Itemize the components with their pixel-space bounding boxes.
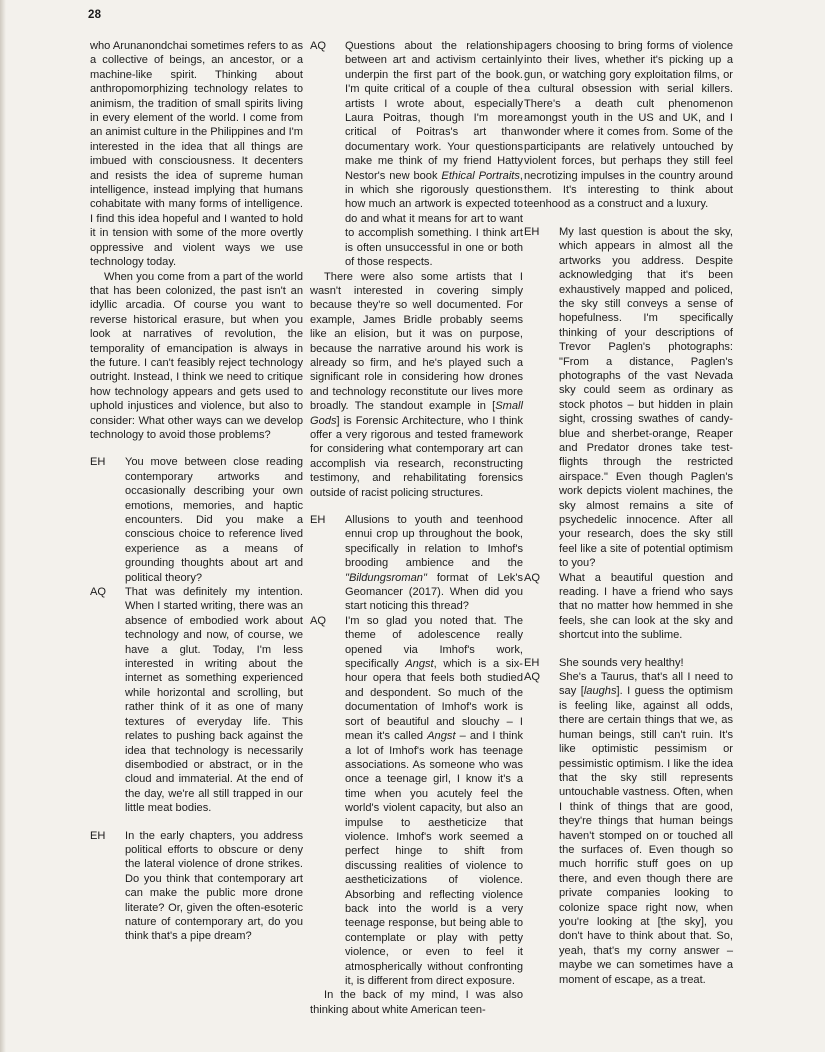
- paragraph: In the back of my mind, I was also thinking about white American teen-: [310, 989, 523, 1016]
- answer-text: Questions about the relationship between art and activism certainly underpin the first part of the book. I'm quite critical of a couple of the artists I wrote about, especially Laura Poitras, though I'm more critical of Poitras's art than documentary work. Your questions make me think of my friend Hatty Nestor's new book Ethical Portraits, in which she rigorously questions how much an artwork is expected to do and what it means for art to want to accomplish something. I think art is often unsuccessful in one or both of those respects.: [345, 40, 524, 269]
- answer-text: I'm so glad you noted that. The theme of adolescence really opened via Imhof's work, specifically Angst, which is a six-hour opera that feels both studied and despondent. So much of the documentation of Imhof's work is sort of beautiful and slouchy – I mean it's called Angst – and I think a lot of Imhof's work has teenage associations. As someone who was once a teenage girl, I know it's a time when you acutely feel the world's violent capacity, but also an impulse to aestheticize that violence. Imhof's work seemed a perfect hinge to shift from discussing realities of violence to aestheticizations of violence. Absorbing and reflecting violence back into the world is a very teenage response, but being able to contemplate or play with petty violence, or even to feel it atmospherically without confronting it, is different from direct exposure.: [345, 614, 523, 987]
- paragraph: When you come from a part of the world that has been colonized, the past isn't an idyllic arcadia. Of course you want to reverse historical erasure, but when you look at narratives of revolution, the temporality of emancipation is always in the future. I can't feasibly reject technology outright. Instead, I think we need to critique how technology appears and gets used to uphold injustices and violence, but also to consider: What other ways can we develop technology to avoid those problems?: [90, 270, 303, 441]
- speaker-label: EH: [524, 656, 540, 669]
- question-text: In the early chapters, you address political efforts to obscure or deny the lateral violence of drone strikes. Do you think that contemporary art can make the public more drone literate? Or, given the often-esoteric nature of contemporary art, do you think that's a pipe dream?: [125, 829, 303, 943]
- page-edge: [0, 0, 6, 1052]
- column-2: [310, 39, 523, 1017]
- paragraph: who Arunanondchai sometimes refers to as a collective of beings, an ancestor, or a machine-like spirit. Thinking about anthropomorphizing technology relates to animism, the tradition of small spirits living in every element of the world. I come from an animist culture in the Philippines and I'm interested in the idea that all things are imbued with consciousness. It decenters and resists the idea of supreme human intelligence, instead implying that humans cohabitate with many forms of intelligence. I find this idea hopeful and I wanted to hold it in tension with some of the more overtly oppressive and violent ways we use technology today.: [90, 40, 304, 269]
- column-1: [90, 39, 303, 944]
- question-text: She sounds very healthy!: [559, 656, 684, 669]
- speaker-label: EH: [90, 456, 106, 469]
- column-3: [524, 39, 733, 987]
- speaker-label: AQ: [90, 586, 107, 599]
- format-title: "Bildungsroman": [345, 571, 427, 584]
- answer-block: [524, 670, 733, 987]
- speaker-label: EH: [310, 514, 326, 526]
- question-block: [90, 829, 303, 944]
- speaker-label: EH: [524, 225, 540, 238]
- answer-block: [310, 614, 523, 989]
- answer-block: [90, 585, 303, 816]
- book-title: Ethical Portraits: [441, 169, 520, 182]
- page-number: 28: [88, 9, 102, 21]
- answer-block: [310, 39, 523, 270]
- question-block: [310, 513, 523, 614]
- question-text: You move between close reading contemporary artworks and occasionally describing your own emotions, memories, and haptic encounters. Did you make a conscious choice to reference lived experience as a means of grounding thoughts about art and political theory?: [125, 456, 303, 584]
- stage-direction: laughs: [583, 685, 617, 698]
- question-text: Allusions to youth and teenhood ennui crop up throughout the book, specifically in relation to Imhof's brooding ambience and the "Bildungsroman" format of Lek's Geomancer (2017). When did you start noticing this thread?: [345, 514, 523, 613]
- question-text: My last question is about the sky, which appears in almost all the artworks you address. Despite acknowledging that it's been exhaustively mapped and policed, the sky still conveys a sense of hopefulness. I'm specifically thinking of your descriptions of Trevor Paglen's photographs: "From a distance, Paglen's photographs of the vast Nevada sky could seem as ordinary as stock photos – but hidden in plain sight, crossing swathes of candy-blue and sherbet-orange, Reaper and Predator drones take test-flights through the restricted airspace." Even though Paglen's work depicts violent machines, the sky almost remains a site of psychedelic innocence. After all your research, does the sky still feel like a site of potential optimism to you?: [559, 225, 733, 570]
- question-block: [90, 455, 303, 585]
- answer-text: That was definitely my intention. When I started writing, there was an absence of embodied work about technology and now, of course, we have a glut. Today, I'm less interested in writing about the internet as something experienced while horizontal and scrolling, but rather think of it as one of many textures of everyday life. This relates to pushing back against the idea that technology is necessarily disembodied or abstract, or in the cloud and immaterial. At the end of the day, we're all still trapped in our little meat bodies.: [125, 586, 303, 815]
- question-block: [524, 225, 733, 571]
- answer-text: She's a Taurus, that's all I need to say [laughs]. I guess the optimism is feeling like, against all odds, there are certain things that we, as human beings, still can't ruin. It's like optimistic pessimism or pessimistic optimism. I like the idea that the sky still represents untouchable vastness. Often, when I think of things that are good, they're things that human beings haven't stomped on or touched all the surfaces of. Even though so much horrific stuff goes on up there, and even though there are private companies looking to colonize space right now, when you're looking at [the sky], you don't have to think about that. So, yeah, that's my corny answer – maybe we can sometimes have a moment of escape, as a treat.: [559, 671, 733, 986]
- book-title: Small Gods: [310, 400, 523, 427]
- paragraph: agers choosing to bring forms of violence into their lives, whether it's picking up a gun, or watching gory exploitation films, or a cultural obsession with serial killers. There's a death cult phenomenon amongst youth in the US and UK, and I wonder where it comes from. Some of the participants are relatively untouched by violent forces, but perhaps they still feel necrotizing impulses in the country around them. It's interesting to think about teenhood as a construct and a luxury.: [524, 40, 733, 211]
- speaker-label: AQ: [310, 614, 327, 627]
- question-block: [524, 656, 733, 670]
- work-title: Angst: [427, 730, 456, 743]
- speaker-label: AQ: [524, 671, 541, 684]
- speaker-label: AQ: [524, 571, 541, 584]
- work-title: Angst: [405, 658, 434, 671]
- answer-text: What a beautiful question and reading. I have a friend who says that no matter how hemmed in she feels, she can look at the sky and shortcut into the sublime.: [559, 571, 733, 642]
- speaker-label: AQ: [310, 40, 327, 52]
- paragraph: There were also some artists that I wasn't interested in covering simply because they're so well documented. For example, James Bridle probably seems like an elision, but it was on purpose, because the narrative around his work is already so firm, and he's played such a significant role in considering how drones and technology reconstitute our lives more broadly. The standout example in [Small Gods] is Forensic Architecture, who I think offer a very rigorous and tested framework for considering what contemporary art can accomplish via research, reconstructing testimony, and rehabilitating forensics outside of racist policing structures.: [310, 270, 523, 499]
- speaker-label: EH: [90, 829, 106, 842]
- answer-block: [524, 571, 733, 643]
